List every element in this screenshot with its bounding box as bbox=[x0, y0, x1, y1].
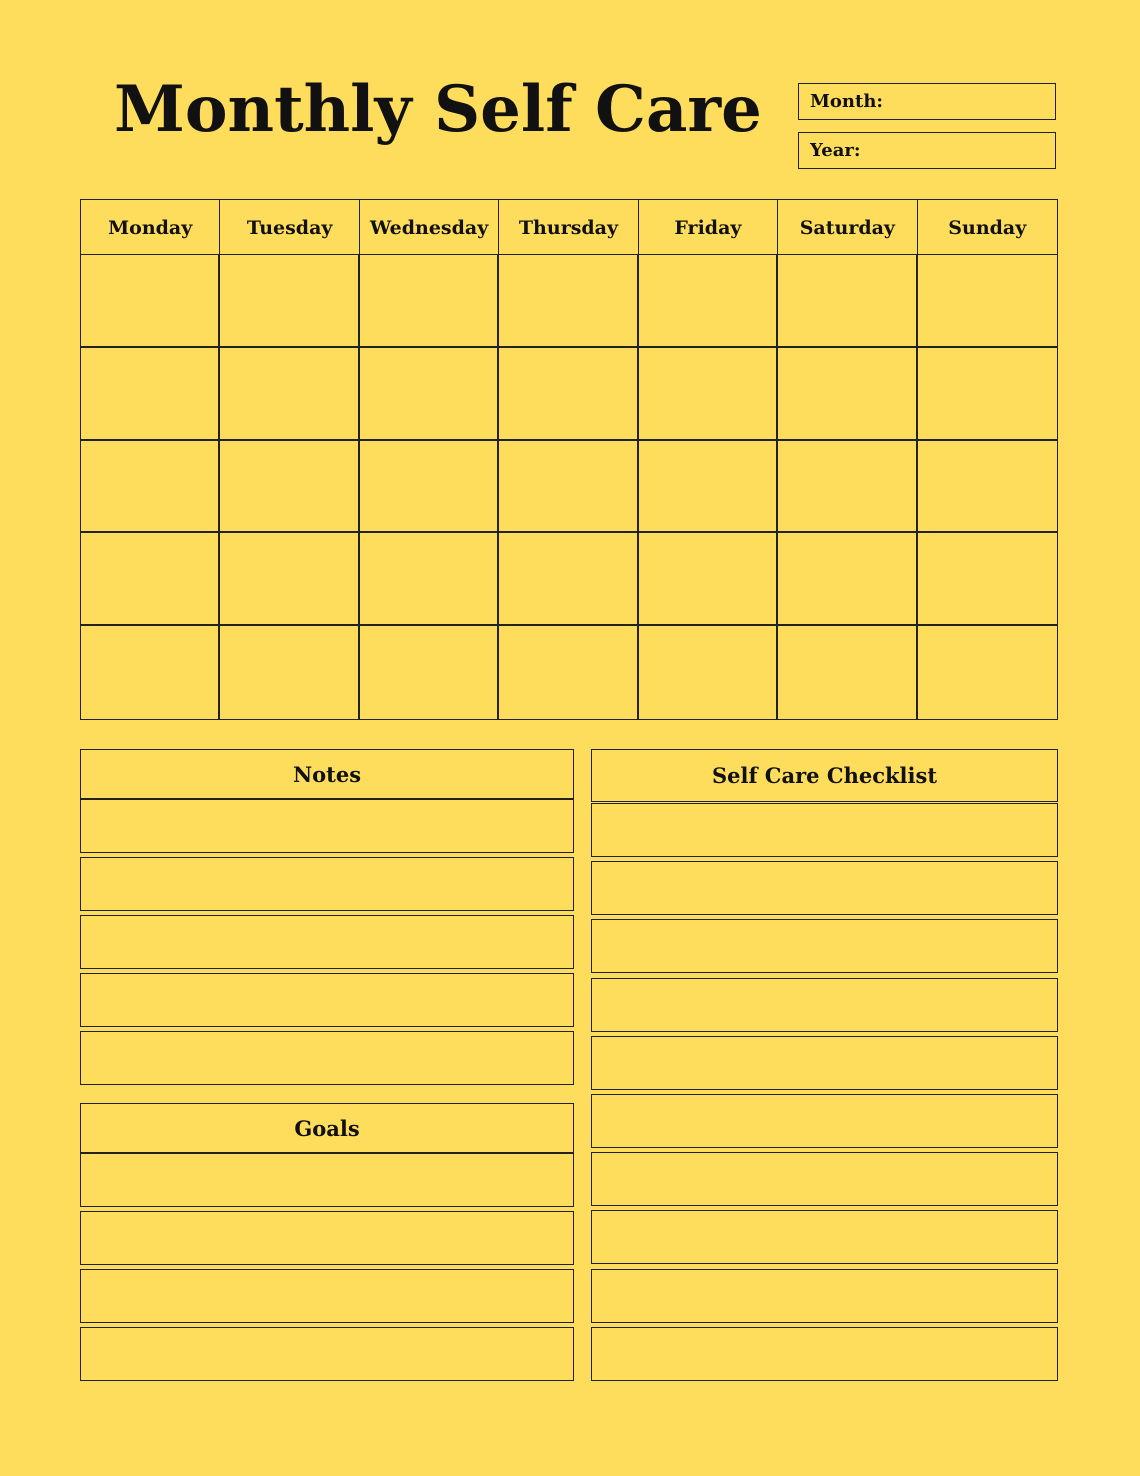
checklist-line[interactable] bbox=[591, 919, 1058, 973]
calendar-day-cell[interactable] bbox=[220, 348, 359, 441]
calendar-day-cell[interactable] bbox=[639, 626, 778, 719]
calendar-day-cell[interactable] bbox=[81, 255, 220, 348]
month-label: Month: bbox=[810, 91, 884, 112]
year-field[interactable] bbox=[798, 132, 1056, 169]
day-header: Sunday bbox=[948, 217, 1027, 239]
day-header: Friday bbox=[639, 200, 778, 254]
calendar-day-cell[interactable] bbox=[918, 441, 1057, 534]
checklist-line[interactable] bbox=[591, 1269, 1058, 1323]
checklist-title: Self Care Checklist bbox=[591, 749, 1058, 802]
calendar-day-cell[interactable] bbox=[778, 533, 917, 626]
year-label: Year: bbox=[810, 140, 861, 161]
calendar-day-cell[interactable] bbox=[778, 626, 917, 719]
calendar-day-cell[interactable] bbox=[918, 348, 1057, 441]
goals-line[interactable] bbox=[80, 1153, 574, 1207]
calendar-day-cell[interactable] bbox=[778, 255, 917, 348]
calendar-day-cell[interactable] bbox=[81, 348, 220, 441]
notes-line[interactable] bbox=[80, 915, 574, 969]
calendar-day-cell[interactable] bbox=[499, 255, 638, 348]
day-header: Thursday bbox=[499, 200, 638, 254]
day-header: Wednesday bbox=[360, 200, 499, 254]
calendar-grid bbox=[80, 254, 1058, 720]
calendar-day-cell[interactable] bbox=[360, 626, 499, 719]
calendar-day-cell[interactable] bbox=[639, 441, 778, 534]
calendar-day-cell[interactable] bbox=[499, 348, 638, 441]
calendar-day-cell[interactable] bbox=[499, 626, 638, 719]
checklist-line[interactable] bbox=[591, 978, 1058, 1032]
calendar-day-cell[interactable] bbox=[360, 533, 499, 626]
calendar-day-cell[interactable] bbox=[81, 533, 220, 626]
calendar-day-cell[interactable] bbox=[499, 533, 638, 626]
calendar-day-cell[interactable] bbox=[81, 441, 220, 534]
goals-line[interactable] bbox=[80, 1269, 574, 1323]
calendar-day-cell[interactable] bbox=[81, 626, 220, 719]
checklist-line[interactable] bbox=[591, 1094, 1058, 1148]
calendar-day-cell[interactable] bbox=[639, 533, 778, 626]
day-header: Tuesday bbox=[220, 200, 359, 254]
checklist-line[interactable] bbox=[591, 861, 1058, 915]
checklist-line[interactable] bbox=[591, 1036, 1058, 1090]
checklist-line[interactable] bbox=[591, 1152, 1058, 1206]
calendar-day-cell[interactable] bbox=[918, 255, 1057, 348]
month-field[interactable] bbox=[798, 83, 1056, 120]
calendar-day-cell[interactable] bbox=[639, 348, 778, 441]
calendar-day-cell[interactable] bbox=[220, 626, 359, 719]
calendar-day-cell[interactable] bbox=[639, 255, 778, 348]
calendar-day-cell[interactable] bbox=[360, 441, 499, 534]
checklist-line[interactable] bbox=[591, 1210, 1058, 1264]
goals-line[interactable] bbox=[80, 1211, 574, 1265]
day-header: Saturday bbox=[778, 200, 917, 254]
calendar-day-cell[interactable] bbox=[220, 533, 359, 626]
notes-title: Notes bbox=[80, 749, 574, 799]
checklist-line[interactable] bbox=[591, 1327, 1058, 1381]
page-title: Monthly Self Care bbox=[114, 72, 762, 147]
day-header: Monday bbox=[81, 200, 220, 254]
calendar-day-cell[interactable] bbox=[360, 255, 499, 348]
notes-line[interactable] bbox=[80, 973, 574, 1027]
calendar-day-cell[interactable] bbox=[778, 441, 917, 534]
notes-line[interactable] bbox=[80, 799, 574, 853]
calendar-day-cell[interactable] bbox=[220, 441, 359, 534]
calendar-day-cell[interactable] bbox=[360, 348, 499, 441]
calendar-day-cell[interactable] bbox=[499, 441, 638, 534]
calendar-day-cell[interactable] bbox=[220, 255, 359, 348]
calendar-day-cell[interactable] bbox=[918, 626, 1057, 719]
calendar-day-cell[interactable] bbox=[918, 533, 1057, 626]
checklist-line[interactable] bbox=[591, 803, 1058, 857]
calendar-header bbox=[80, 199, 1058, 255]
notes-line[interactable] bbox=[80, 857, 574, 911]
goals-line[interactable] bbox=[80, 1327, 574, 1381]
notes-line[interactable] bbox=[80, 1031, 574, 1085]
calendar-day-cell[interactable] bbox=[778, 348, 917, 441]
goals-title: Goals bbox=[80, 1103, 574, 1153]
